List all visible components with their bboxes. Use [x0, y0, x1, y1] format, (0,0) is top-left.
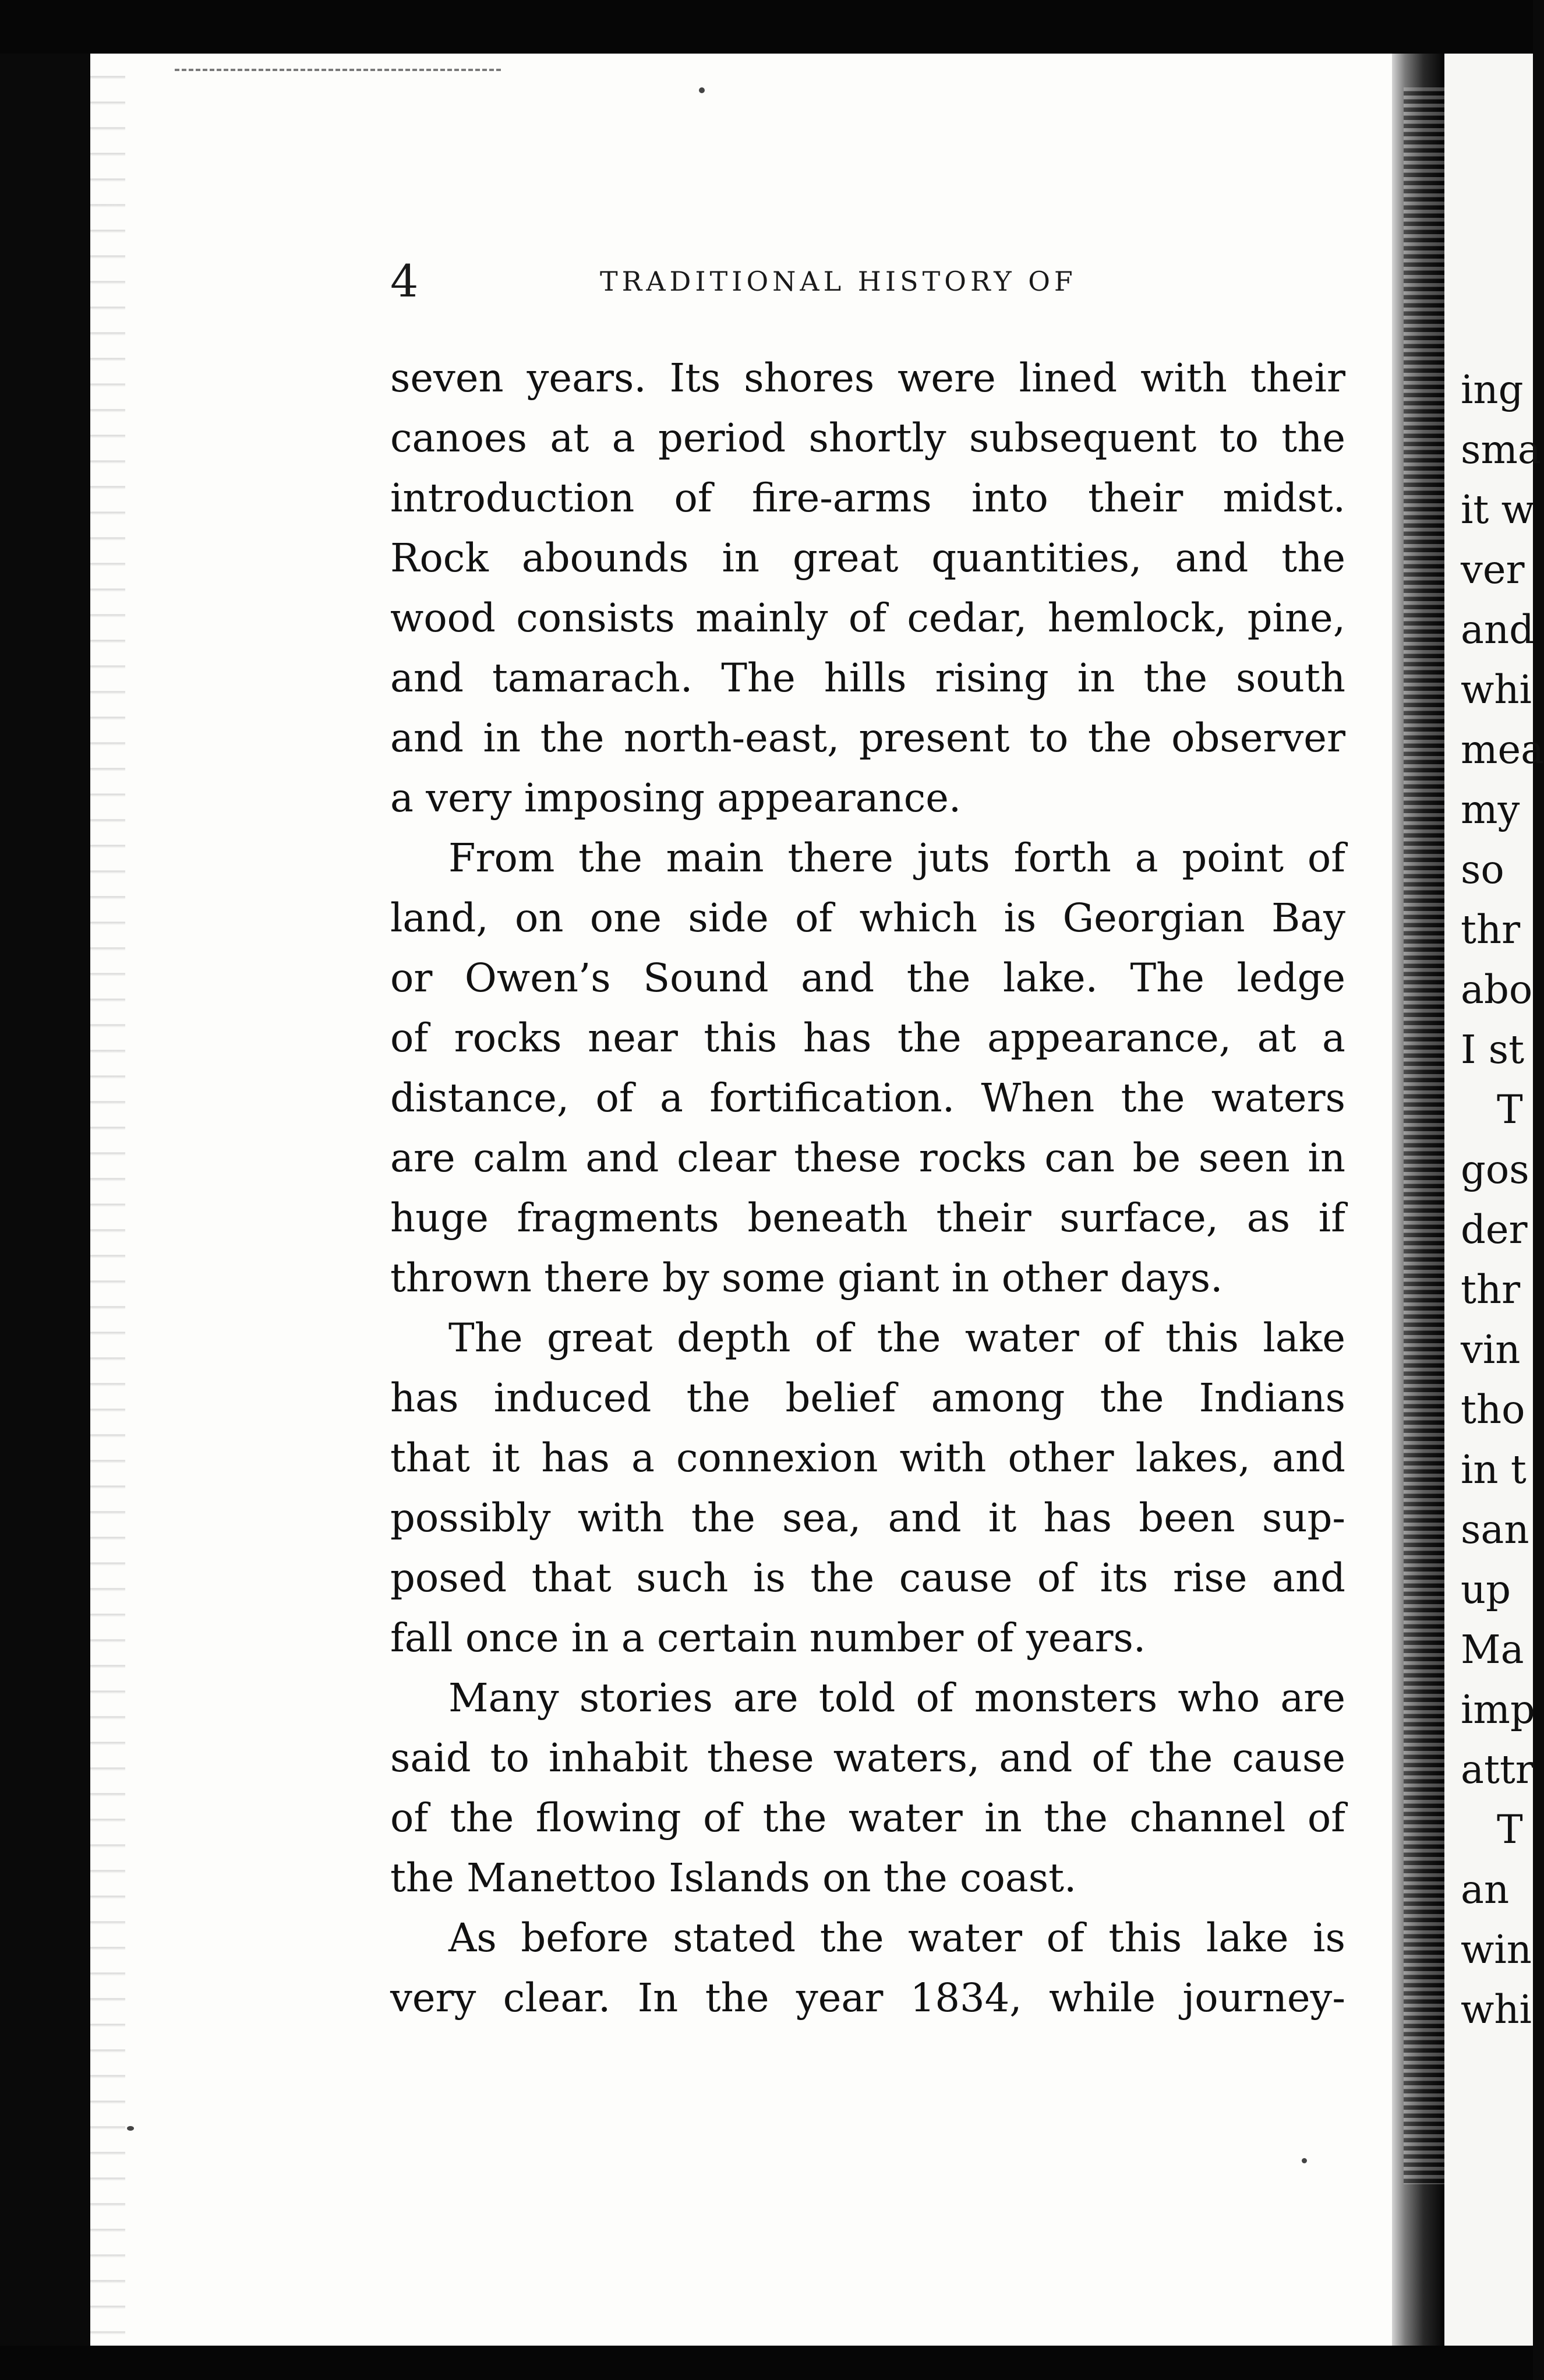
- text-line: and in the north-east, present to the observer: [390, 715, 1345, 761]
- text-line: introduction of fire-arms into their midst.: [390, 475, 1345, 521]
- page-edge-shadow: [90, 54, 125, 2346]
- text-line: possibly with the sea, and it has been sup-: [390, 1495, 1345, 1541]
- facing-fragment: der: [1461, 1207, 1528, 1252]
- facing-fragment: vin: [1461, 1327, 1521, 1372]
- facing-fragment: sma: [1461, 427, 1541, 472]
- facing-fragment: win: [1461, 1927, 1532, 1972]
- facing-fragment: ing: [1461, 367, 1524, 412]
- text-line: The great depth of the water of this lake: [448, 1315, 1345, 1361]
- text-line: wood consists mainly of cedar, hemlock, pine,: [390, 595, 1345, 641]
- facing-fragment: mea: [1461, 727, 1544, 772]
- text-line: the Manettoo Islands on the coast.: [390, 1855, 1077, 1901]
- text-line: distance, of a fortification. When the waters: [390, 1075, 1345, 1121]
- facing-fragment: tho: [1461, 1387, 1525, 1432]
- facing-fragment: I st: [1461, 1027, 1525, 1072]
- text-line: very clear. In the year 1834, while journey-: [390, 1975, 1345, 2021]
- ink-speck: [127, 2126, 134, 2131]
- text-line: Rock abounds in great quantities, and the: [390, 535, 1345, 581]
- text-line: has induced the belief among the Indians: [390, 1375, 1345, 1421]
- facing-fragment: in t: [1461, 1447, 1527, 1492]
- facing-fragment: ver: [1461, 547, 1525, 592]
- text-line: Many stories are told of monsters who are: [448, 1675, 1345, 1721]
- facing-fragment: T: [1497, 1807, 1523, 1852]
- facing-fragment: thr: [1461, 907, 1521, 952]
- ink-speck: [699, 87, 705, 93]
- scan-border-bottom: [0, 2346, 1533, 2380]
- text-line: or Owen’s Sound and the lake. The ledge: [390, 955, 1345, 1001]
- running-title: TRADITIONAL HISTORY OF: [600, 266, 1077, 297]
- body-text: [390, 348, 1345, 2028]
- facing-fragment: Ma: [1461, 1627, 1524, 1672]
- facing-fragment: gos: [1461, 1147, 1529, 1192]
- text-line: that it has a connexion with other lakes, and: [390, 1435, 1345, 1481]
- scan-border-top: [0, 0, 1533, 54]
- text-line: a very imposing appearance.: [390, 775, 962, 821]
- text-line: said to inhabit these waters, and of the cause: [390, 1735, 1345, 1781]
- running-header: [390, 243, 1171, 319]
- facing-fragment: san: [1461, 1507, 1529, 1552]
- text-line: From the main there juts forth a point of: [448, 835, 1345, 881]
- text-line: As before stated the water of this lake is: [448, 1915, 1345, 1961]
- text-line: thrown there by some giant in other days.: [390, 1255, 1223, 1301]
- facing-fragment: an: [1461, 1867, 1510, 1912]
- facing-fragment: T: [1497, 1087, 1523, 1132]
- text-line: posed that such is the cause of its rise and: [390, 1555, 1345, 1601]
- page-number: 4: [390, 255, 419, 307]
- facing-fragment: and: [1461, 607, 1534, 652]
- text-line: fall once in a certain number of years.: [390, 1615, 1146, 1661]
- gutter-texture: [1404, 87, 1444, 2184]
- facing-fragment: my: [1461, 787, 1520, 832]
- facing-fragment: imp: [1461, 1687, 1535, 1732]
- text-line: of the flowing of the water in the channel of: [390, 1795, 1345, 1841]
- text-line: and tamarach. The hills rising in the south: [390, 655, 1345, 701]
- facing-fragment: attr: [1461, 1747, 1534, 1792]
- text-line: seven years. Its shores were lined with their: [390, 355, 1345, 401]
- scan-artifact-rule: [175, 69, 501, 71]
- text-line: huge fragments beneath their surface, as if: [390, 1195, 1345, 1241]
- facing-fragment: whi: [1461, 1987, 1532, 2032]
- text-line: of rocks near this has the appearance, at a: [390, 1015, 1345, 1061]
- text-line: are calm and clear these rocks can be seen in: [390, 1135, 1345, 1181]
- facing-fragment: so: [1461, 847, 1504, 892]
- ink-speck: [1302, 2158, 1307, 2163]
- facing-fragment: it w: [1461, 487, 1535, 532]
- facing-fragment: up: [1461, 1567, 1511, 1612]
- facing-fragment: whi: [1461, 667, 1532, 712]
- text-line: land, on one side of which is Georgian Bay: [390, 895, 1345, 941]
- facing-fragment: abo: [1461, 967, 1533, 1012]
- text-line: canoes at a period shortly subsequent to the: [390, 415, 1345, 461]
- facing-fragment: thr: [1461, 1267, 1521, 1312]
